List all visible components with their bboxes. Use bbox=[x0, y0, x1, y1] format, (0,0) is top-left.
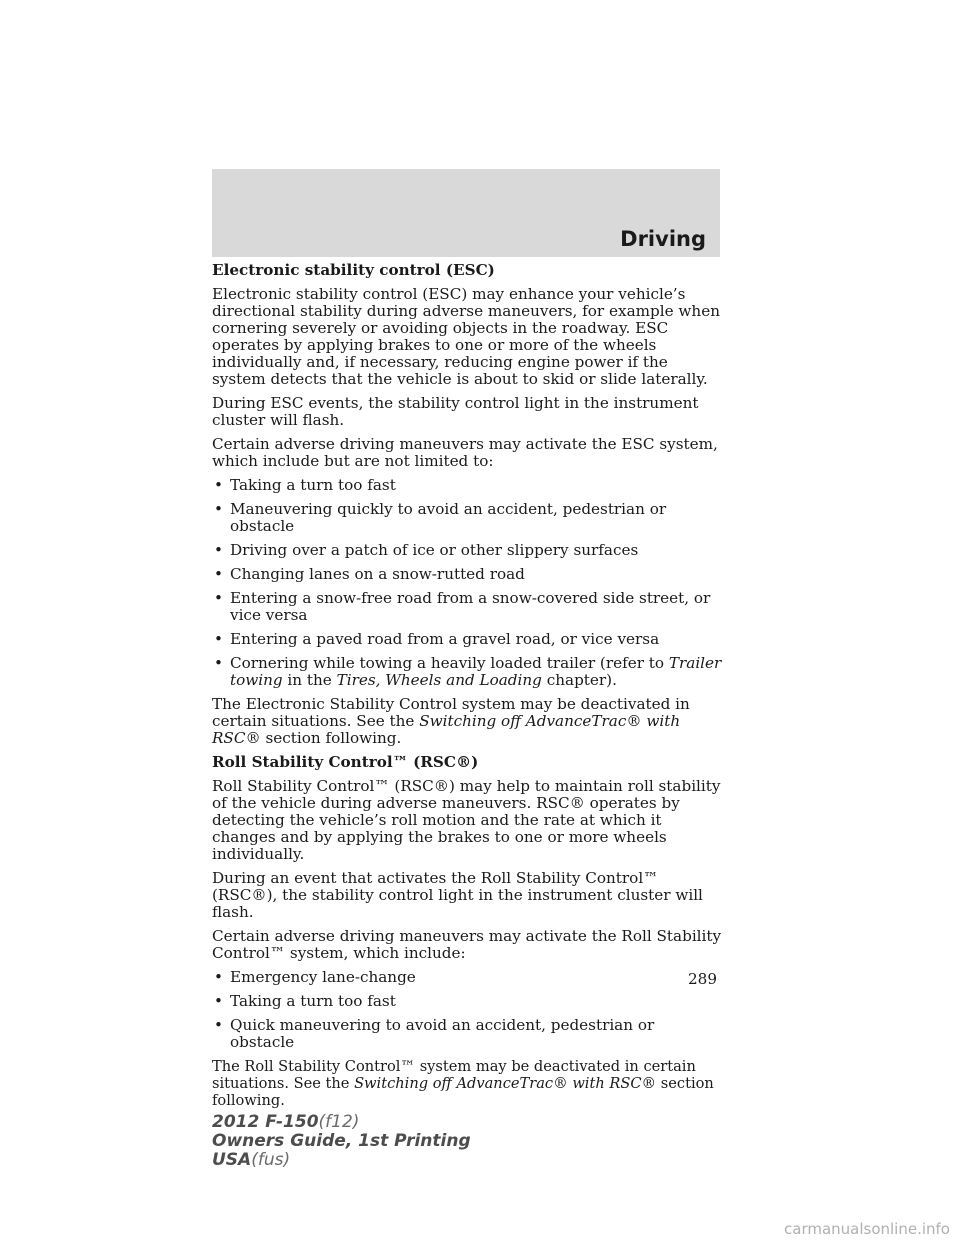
rsc-paragraph-1: Roll Stability Control™ (RSC®) may help to maintain roll stability of the vehicle during adverse maneuvers. RSC® operates by detecting the vehicle’s roll motion and the rate at which it changes and by applying the brakes to one or more wheels individually. bbox=[212, 777, 721, 863]
list-item: • Driving over a patch of ice or other slippery surfaces bbox=[214, 541, 639, 559]
bullet-icon: • bbox=[214, 1016, 223, 1034]
tires-wheels-loading-ref: Tires, Wheels and Loading bbox=[336, 671, 542, 689]
bullet-icon: • bbox=[214, 654, 223, 672]
bullet-icon: • bbox=[214, 968, 223, 986]
section-header-band bbox=[212, 169, 720, 257]
page-body bbox=[212, 262, 722, 1116]
list-item: • Taking a turn too fast bbox=[214, 992, 396, 1010]
esc-heading: Electronic stability control (ESC) bbox=[212, 261, 495, 279]
bullet-icon: • bbox=[214, 992, 223, 1010]
esc-paragraph-1: Electronic stability control (ESC) may enhance your vehicle’s directional stability during adverse maneuvers, for example when cornering severely or avoiding objects in the roadway. ESC operates by applying brakes to one or more of the wheels individually and, if necessary, reducing engine power if the system detects that the vehicle is about to skid or slide laterally. bbox=[212, 285, 720, 388]
esc-paragraph-3: Certain adverse driving maneuvers may activate the ESC system, which include but are not limited to: bbox=[212, 435, 718, 470]
esc-paragraph-4: The Electronic Stability Control system may be deactivated in certain situations. See the Switching off AdvanceTrac® with RSC® section following. bbox=[212, 695, 690, 747]
watermark: carmanualsonline.info bbox=[784, 1220, 950, 1238]
rsc-paragraph-2: During an event that activates the Roll Stability Control™ (RSC®), the stability control light in the instrument cluster will flash. bbox=[212, 869, 703, 921]
esc-paragraph-2: During ESC events, the stability control light in the instrument cluster will flash. bbox=[212, 394, 699, 429]
list-item: • Changing lanes on a snow-rutted road bbox=[214, 565, 525, 583]
bullet-icon: • bbox=[214, 589, 223, 607]
rsc-bullet-list bbox=[212, 969, 722, 1051]
footer-line-3: USA(fus) bbox=[212, 1150, 291, 1170]
rsc-paragraph-3: Certain adverse driving maneuvers may activate the Roll Stability Control™ system, which include: bbox=[212, 927, 722, 962]
trailer-towing-ref: Trailer towing bbox=[230, 654, 722, 689]
footer-line-2: Owners Guide, 1st Printing bbox=[212, 1131, 471, 1151]
footer-line-1: 2012 F-150(f12) bbox=[212, 1112, 360, 1132]
list-item: • Cornering while towing a heavily loaded trailer (refer to Trailer towing in the Tires, Wheels and Loading chapter). bbox=[214, 654, 722, 689]
advancetrac-ref: Switching off AdvanceTrac® with RSC® bbox=[212, 712, 681, 747]
page-number: 289 bbox=[688, 970, 717, 988]
rsc-paragraph-4: The Roll Stability Control™ system may be deactivated in certain situations. See the Switching off AdvanceTrac® with RSC® section following. bbox=[212, 1058, 714, 1109]
list-item: • Emergency lane-change bbox=[214, 968, 416, 986]
list-item: • Quick maneuvering to avoid an accident, pedestrian or obstacle bbox=[214, 1016, 655, 1051]
bullet-icon: • bbox=[214, 500, 223, 518]
print-footer bbox=[212, 1113, 471, 1170]
bullet-icon: • bbox=[214, 565, 223, 583]
list-item: • Entering a paved road from a gravel road, or vice versa bbox=[214, 630, 660, 648]
list-item: • Taking a turn too fast bbox=[214, 476, 396, 494]
rsc-heading: Roll Stability Control™ (RSC®) bbox=[212, 753, 479, 771]
bullet-icon: • bbox=[214, 476, 223, 494]
list-item: • Maneuvering quickly to avoid an accident, pedestrian or obstacle bbox=[214, 500, 667, 535]
bullet-icon: • bbox=[214, 541, 223, 559]
bullet-icon: • bbox=[214, 630, 223, 648]
esc-bullet-list bbox=[212, 477, 722, 689]
section-title: Driving bbox=[620, 227, 706, 251]
advancetrac-ref: Switching off AdvanceTrac® with RSC® bbox=[354, 1075, 657, 1092]
list-item: • Entering a snow-free road from a snow-covered side street, or vice versa bbox=[214, 589, 711, 624]
